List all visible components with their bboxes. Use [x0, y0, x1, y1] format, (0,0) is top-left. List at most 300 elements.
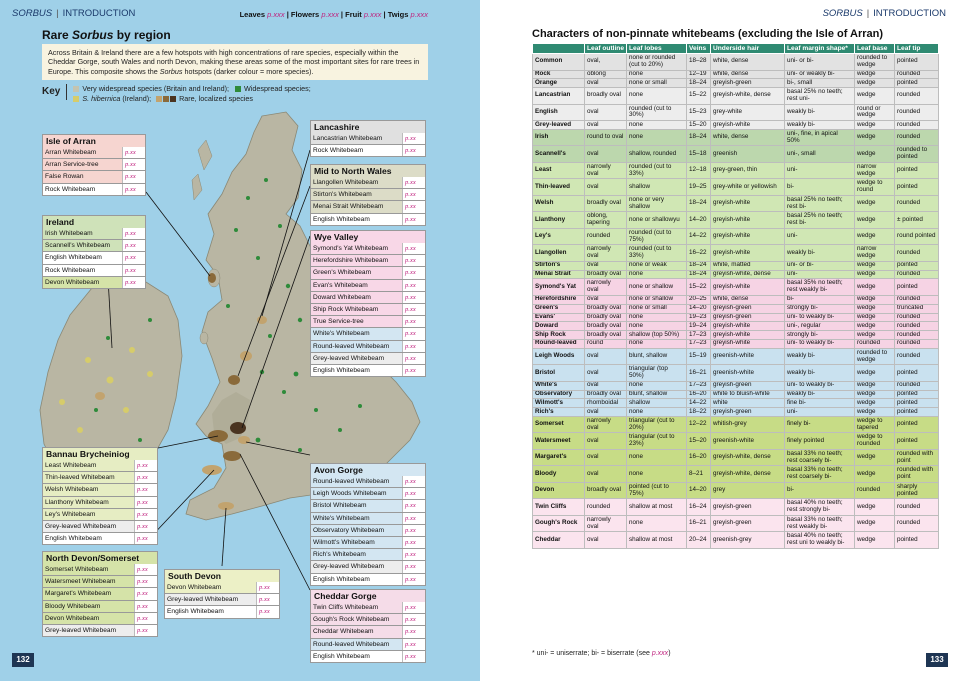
table-cell: broadly oval — [585, 313, 627, 322]
table-cell: 14–20 — [687, 304, 711, 313]
species-name-cell: Scannell's — [533, 146, 585, 163]
table-row — [533, 313, 939, 322]
table-row — [533, 331, 939, 340]
list-item[interactable]: Devon Whitebeam p.xx — [42, 277, 146, 289]
column-header: Leaf base — [855, 44, 895, 54]
table-cell: greenish-grey — [711, 532, 785, 549]
sections-bar: Leaves p.xxx | Flowers p.xxx | Fruit p.xxx | Twigs p.xxx — [239, 10, 428, 19]
table-row — [533, 532, 939, 549]
list-item[interactable]: Cheddar Whitebeam p.xx — [310, 626, 426, 638]
table-cell: wedge — [855, 228, 895, 245]
region-bannau-brycheiniog — [42, 447, 158, 545]
list-item[interactable]: Twin Cliffs Whitebeam p.xx — [310, 602, 426, 614]
region-title: Lancashire — [310, 120, 426, 133]
table-cell: round — [585, 339, 627, 348]
table-row — [533, 104, 939, 121]
table-cell: 14–20 — [687, 482, 711, 499]
table-cell: oval — [585, 261, 627, 270]
table-cell: weakly bi- — [785, 104, 855, 121]
list-item[interactable]: Devon Whitebeam p.xx — [164, 582, 280, 594]
species-name-cell: Grey-leaved — [533, 121, 585, 130]
table-row — [533, 121, 939, 130]
species-name-cell: Gough's Rock — [533, 515, 585, 532]
species-name-cell: Irish — [533, 129, 585, 146]
table-cell: greyish-green — [711, 79, 785, 88]
section-leaves[interactable]: Leaves p.xxx — [239, 10, 285, 19]
section-twigs[interactable]: Twigs p.xxx — [387, 10, 428, 19]
table-cell: bi- — [785, 295, 855, 304]
table-row — [533, 449, 939, 466]
list-item[interactable]: English Whitebeam p.xx — [42, 252, 146, 264]
list-item[interactable]: Thin-leaved Whitebeam p.xx — [42, 472, 158, 484]
table-cell: greyish-white — [711, 121, 785, 130]
species-name-cell: Green's — [533, 304, 585, 313]
column-header: Leaf margin shape* — [785, 44, 855, 54]
list-item[interactable]: Rock Whitebeam p.xx — [310, 145, 426, 157]
table-cell: rounded to pointed — [895, 146, 939, 163]
list-item[interactable]: Grey-leaved Whitebeam p.xx — [164, 594, 280, 606]
species-name-cell: Thin-leaved — [533, 179, 585, 196]
table-cell: 18–24 — [687, 261, 711, 270]
page-number-right: 133 — [926, 653, 948, 667]
list-item[interactable]: Rock Whitebeam p.xx — [42, 184, 146, 196]
list-item[interactable]: Herefordshire Whitebeam p.xx — [310, 255, 426, 267]
table-title: Characters of non-pinnate whitebeams (excluding the Isle of Arran) — [532, 28, 884, 40]
region-north-devon-somerset — [42, 551, 158, 637]
list-item[interactable]: Grey-leaved Whitebeam p.xx — [42, 625, 158, 637]
column-header: Leaf lobes — [627, 44, 687, 54]
table-row — [533, 365, 939, 382]
species-name-cell: Cheddar — [533, 532, 585, 549]
table-cell: wedge — [855, 129, 895, 146]
species-name-cell: Round-leaved — [533, 339, 585, 348]
list-item[interactable]: Stirton's Whitebeam p.xx — [310, 189, 426, 201]
list-item[interactable]: Welsh Whitebeam p.xx — [42, 484, 158, 496]
table-row — [533, 416, 939, 433]
table-cell: 14–22 — [687, 228, 711, 245]
list-item[interactable]: Arran Whitebeam p.xx — [42, 147, 146, 159]
list-item[interactable]: English Whitebeam p.xx — [164, 606, 280, 618]
table-cell: 17–23 — [687, 331, 711, 340]
table-cell: rounded (cut to 33%) — [627, 245, 687, 262]
table-cell: 15–20 — [687, 433, 711, 450]
table-cell: none or small — [627, 304, 687, 313]
table-cell: pointed — [895, 261, 939, 270]
table-cell: rounded — [585, 499, 627, 516]
table-cell: pointed — [895, 416, 939, 433]
table-cell: wedge — [855, 88, 895, 105]
table-cell: white, dense — [711, 129, 785, 146]
table-cell: shallow at most — [627, 532, 687, 549]
table-cell: broadly oval — [585, 304, 627, 313]
page-title: Rare Sorbus by region — [42, 28, 171, 42]
table-row — [533, 228, 939, 245]
list-item[interactable]: English Whitebeam p.xx — [310, 365, 426, 377]
list-item[interactable]: Rock Whitebeam p.xx — [42, 265, 146, 277]
table-row — [533, 295, 939, 304]
table-cell: grey-white or yellowish — [711, 179, 785, 196]
list-item[interactable]: English Whitebeam p.xx — [310, 214, 426, 226]
list-item[interactable]: English Whitebeam p.xx — [310, 651, 426, 663]
list-item[interactable]: Scannell's Whitebeam p.xx — [42, 240, 146, 252]
list-item[interactable]: Grey-leaved Whitebeam p.xx — [310, 353, 426, 365]
table-cell: 18–24 — [687, 195, 711, 212]
table-cell: none — [627, 322, 687, 331]
table-cell: grey-white — [711, 104, 785, 121]
list-item[interactable]: Gough's Rock Whitebeam p.xx — [310, 614, 426, 626]
table-cell: rounded — [895, 270, 939, 279]
table-cell: 18–24 — [687, 270, 711, 279]
region-avon-gorge — [310, 463, 426, 586]
table-cell: uni- — [785, 162, 855, 179]
table-cell: wedge — [855, 70, 895, 79]
table-cell: triangular (top 50%) — [627, 365, 687, 382]
table-row — [533, 466, 939, 483]
region-title: Ireland — [42, 215, 146, 228]
table-cell: 18–28 — [687, 54, 711, 71]
list-item[interactable]: Wilmott's Whitebeam p.xx — [310, 537, 426, 549]
running-head-left: SORBUS | INTRODUCTION — [12, 8, 136, 19]
table-cell: rounded — [895, 313, 939, 322]
list-item[interactable]: Grey-leaved Whitebeam p.xx — [42, 521, 158, 533]
table-cell: 16–21 — [687, 365, 711, 382]
table-cell: wedge — [855, 532, 895, 549]
table-cell: 16–20 — [687, 449, 711, 466]
table-cell: 16–20 — [687, 390, 711, 399]
column-header: Veins — [687, 44, 711, 54]
table-row — [533, 304, 939, 313]
table-cell: strongly bi- — [785, 331, 855, 340]
table-cell: none — [627, 449, 687, 466]
species-name-cell: Lancastrian — [533, 88, 585, 105]
table-cell: basal 40% no teeth; rest uni to weakly bi- — [785, 532, 855, 549]
rare-swatch-mid-icon — [163, 96, 169, 102]
table-cell: 8–21 — [687, 466, 711, 483]
table-cell: weakly bi- — [785, 365, 855, 382]
table-row — [533, 408, 939, 417]
list-item[interactable]: Evan's Whitebeam p.xx — [310, 280, 426, 292]
table-cell: rounded with point — [895, 449, 939, 466]
table-cell: oval — [585, 79, 627, 88]
table-cell: bi-, small — [785, 79, 855, 88]
table-cell: grey-green, thin — [711, 162, 785, 179]
table-cell: none or shallow — [627, 295, 687, 304]
table-cell: broadly oval — [585, 270, 627, 279]
table-cell: rounded — [895, 295, 939, 304]
table-cell: wedge — [855, 146, 895, 163]
list-item[interactable]: Menai Strait Whitebeam p.xx — [310, 201, 426, 213]
list-item[interactable]: Round-leaved Whitebeam p.xx — [310, 639, 426, 651]
table-cell: rounded — [895, 499, 939, 516]
table-cell: rounded (cut to 33%) — [627, 162, 687, 179]
table-cell: weakly bi- — [785, 348, 855, 365]
intro-paragraph: Across Britain & Ireland there are a few hotspots with high concentrations of rare species, especially within the Cheddar Gorge, south Wales and north Devon, making these areas some of the most important sites for rare trees in Europe. This composite shows the Sorbus hotspots (darker colour = more species). — [42, 44, 428, 80]
table-cell: wedge — [855, 322, 895, 331]
running-head-right: SORBUS | INTRODUCTION — [822, 8, 946, 19]
very-widespread-swatch-icon — [73, 86, 79, 92]
table-cell: 18–22 — [687, 408, 711, 417]
list-item[interactable]: Bloody Whitebeam p.xx — [42, 601, 158, 613]
table-cell: uni- — [785, 228, 855, 245]
list-item[interactable]: White's Whitebeam p.xx — [310, 328, 426, 340]
species-name-cell: Observatory — [533, 390, 585, 399]
table-cell: narrowly oval — [585, 279, 627, 296]
table-cell: none or small — [627, 79, 687, 88]
table-cell: uni- to weakly bi- — [785, 313, 855, 322]
table-row — [533, 279, 939, 296]
table-cell: wedge — [855, 381, 895, 390]
table-cell: 12–18 — [687, 162, 711, 179]
table-cell: none — [627, 121, 687, 130]
running-head-section: INTRODUCTION — [873, 8, 946, 19]
table-cell: oblong, tapering — [585, 212, 627, 229]
table-row — [533, 399, 939, 408]
table-cell: shallow at most — [627, 499, 687, 516]
table-cell: pointed — [895, 365, 939, 382]
table-cell: shallow (top 50%) — [627, 331, 687, 340]
column-header: Leaf outline — [585, 44, 627, 54]
table-cell: uni- or weakly bi- — [785, 70, 855, 79]
table-cell: none — [627, 313, 687, 322]
list-item[interactable]: Ship Rock Whitebeam p.xx — [310, 304, 426, 316]
table-cell: greyish-green — [711, 381, 785, 390]
table-cell: rounded — [855, 482, 895, 499]
table-cell: wedge — [855, 390, 895, 399]
table-cell: basal 33% no teeth; rest weakly bi- — [785, 515, 855, 532]
table-cell: greyish-white — [711, 331, 785, 340]
table-cell: basal 35% no teeth; rest weakly bi- — [785, 279, 855, 296]
species-name-cell: Margaret's — [533, 449, 585, 466]
table-cell: broadly oval — [585, 331, 627, 340]
section-flowers[interactable]: Flowers p.xxx — [290, 10, 339, 19]
section-fruit[interactable]: Fruit p.xxx — [345, 10, 382, 19]
table-cell: uni-, regular — [785, 322, 855, 331]
region-title: Avon Gorge — [310, 463, 426, 476]
list-item[interactable]: Round-leaved Whitebeam p.xx — [310, 341, 426, 353]
table-cell: basal 25% no teeth; rest bi- — [785, 195, 855, 212]
table-cell: 19–25 — [687, 179, 711, 196]
table-cell: uni- or bi- — [785, 261, 855, 270]
table-cell: rounded — [895, 70, 939, 79]
table-cell: narrowly oval — [585, 245, 627, 262]
table-cell: truncated — [895, 304, 939, 313]
table-cell: 12–22 — [687, 416, 711, 433]
table-cell: narrowly oval — [585, 515, 627, 532]
table-cell: bi- — [785, 482, 855, 499]
table-cell: broadly oval — [585, 482, 627, 499]
region-title: Mid to North Wales — [310, 164, 426, 177]
table-cell: oval — [585, 146, 627, 163]
hebrides — [192, 140, 212, 200]
table-cell: 19–23 — [687, 313, 711, 322]
species-name-cell: Llanthony — [533, 212, 585, 229]
table-row — [533, 70, 939, 79]
list-item[interactable]: Bristol Whitebeam p.xx — [310, 500, 426, 512]
list-item[interactable]: Least Whitebeam p.xx — [42, 460, 158, 472]
species-name-cell: Doward — [533, 322, 585, 331]
list-item[interactable]: Margaret's Whitebeam p.xx — [42, 588, 158, 600]
table-cell: wedge — [855, 408, 895, 417]
list-item[interactable]: Grey-leaved Whitebeam p.xx — [310, 561, 426, 573]
table-cell: white, dense — [711, 70, 785, 79]
table-row — [533, 245, 939, 262]
table-cell: pointed — [895, 54, 939, 71]
table-cell: 19–24 — [687, 322, 711, 331]
table-cell: round to oval — [585, 129, 627, 146]
table-cell: wedge — [855, 195, 895, 212]
species-name-cell: Bristol — [533, 365, 585, 382]
rare-swatch-light-icon — [156, 96, 162, 102]
table-cell: none — [627, 466, 687, 483]
table-cell: greyish-green — [711, 304, 785, 313]
list-item[interactable]: White's Whitebeam p.xx — [310, 513, 426, 525]
table-cell: none or shallow — [627, 279, 687, 296]
table-cell: oblong — [585, 70, 627, 79]
table-cell: wedge — [855, 499, 895, 516]
region-isle-of-arran — [42, 134, 146, 196]
table-cell: rounded — [895, 195, 939, 212]
table-cell: oval — [585, 179, 627, 196]
list-item[interactable]: Watersmeet Whitebeam p.xx — [42, 576, 158, 588]
table-row — [533, 515, 939, 532]
table-cell: greyish-white — [711, 195, 785, 212]
table-cell: pointed — [895, 79, 939, 88]
species-name-cell: Least — [533, 162, 585, 179]
table-cell: white, dense — [711, 54, 785, 71]
table-cell: greyish-white — [711, 339, 785, 348]
species-name-cell: Somerset — [533, 416, 585, 433]
list-item[interactable]: Somerset Whitebeam p.xx — [42, 564, 158, 576]
list-item[interactable]: Devon Whitebeam p.xx — [42, 613, 158, 625]
column-header: Underside hair — [711, 44, 785, 54]
table-cell: none — [627, 129, 687, 146]
table-cell: oval — [585, 433, 627, 450]
list-item[interactable]: English Whitebeam p.xx — [310, 574, 426, 586]
table-cell: wedge — [855, 261, 895, 270]
list-item[interactable]: Doward Whitebeam p.xx — [310, 292, 426, 304]
table-cell: rounded (cut to 30%) — [627, 104, 687, 121]
table-cell: wedge — [855, 466, 895, 483]
species-name-cell: Leigh Woods — [533, 348, 585, 365]
table-cell: rounded — [895, 515, 939, 532]
isle-of-man — [200, 332, 208, 344]
table-cell: 16–24 — [687, 499, 711, 516]
table-cell: weakly bi- — [785, 121, 855, 130]
table-cell: narrow wedge — [855, 245, 895, 262]
table-cell: 14–20 — [687, 212, 711, 229]
species-name-cell: Evans' — [533, 313, 585, 322]
table-cell: greyish-white — [711, 245, 785, 262]
list-item[interactable]: Rich's Whitebeam p.xx — [310, 549, 426, 561]
list-item[interactable]: Green's Whitebeam p.xx — [310, 267, 426, 279]
table-cell: white, dense — [711, 295, 785, 304]
table-cell: wedge to tapered — [855, 416, 895, 433]
table-cell: rounded — [895, 245, 939, 262]
species-name-cell: English — [533, 104, 585, 121]
table-row — [533, 322, 939, 331]
table-cell: weakly bi- — [785, 245, 855, 262]
table-cell: 15–18 — [687, 146, 711, 163]
table-cell: greenish-white — [711, 365, 785, 382]
table-cell: broadly oval — [585, 88, 627, 105]
table-cell: round or wedge — [855, 104, 895, 121]
table-cell: none — [627, 381, 687, 390]
table-cell: rounded — [855, 339, 895, 348]
species-name-cell: Twin Cliffs — [533, 499, 585, 516]
list-item[interactable]: Llangollen Whitebeam p.xx — [310, 177, 426, 189]
table-cell: rounded — [895, 121, 939, 130]
table-cell: triangular (cut to 20%) — [627, 416, 687, 433]
list-item[interactable]: English Whitebeam p.xx — [42, 533, 158, 545]
list-item[interactable]: Symond's Yat Whitebeam p.xx — [310, 243, 426, 255]
table-cell: rounded — [895, 381, 939, 390]
table-row — [533, 79, 939, 88]
table-cell: 16–22 — [687, 245, 711, 262]
table-cell: oval — [585, 408, 627, 417]
table-row — [533, 390, 939, 399]
table-cell: 16–21 — [687, 515, 711, 532]
species-name-cell: Rich's — [533, 408, 585, 417]
species-name-cell: Bloody — [533, 466, 585, 483]
species-name-cell: Menai Strait — [533, 270, 585, 279]
table-cell: wedge — [855, 399, 895, 408]
table-cell: none or rounded (cut to 20%) — [627, 54, 687, 71]
table-cell: finely pointed — [785, 433, 855, 450]
map-key: Key Very widespread species (Britain and Ireland); Widespread species; S. hibernica (Ireland); Rare, localized species — [42, 84, 311, 103]
table-cell: pointed — [895, 532, 939, 549]
table-row — [533, 195, 939, 212]
list-item[interactable]: True Service-tree p.xx — [310, 316, 426, 328]
table-cell: pointed — [895, 279, 939, 296]
table-cell: bi- — [785, 179, 855, 196]
species-name-cell: Rock — [533, 70, 585, 79]
region-title: Cheddar Gorge — [310, 589, 426, 602]
table-cell: oval — [585, 381, 627, 390]
table-row — [533, 129, 939, 146]
table-cell: uni- — [785, 408, 855, 417]
table-row — [533, 179, 939, 196]
table-row — [533, 499, 939, 516]
list-item[interactable]: Round-leaved Whitebeam p.xx — [310, 476, 426, 488]
list-item[interactable]: Lancastrian Whitebeam p.xx — [310, 133, 426, 145]
list-item[interactable]: Leigh Woods Whitebeam p.xx — [310, 488, 426, 500]
table-cell: rounded to wedge — [855, 348, 895, 365]
list-item[interactable]: Llanthony Whitebeam p.xx — [42, 497, 158, 509]
list-item[interactable]: Irish Whitebeam p.xx — [42, 228, 146, 240]
table-cell: uni- to weakly bi- — [785, 381, 855, 390]
table-cell: wedge — [855, 365, 895, 382]
table-cell: pointed — [895, 433, 939, 450]
list-item[interactable]: Ley's Whitebeam p.xx — [42, 509, 158, 521]
table-cell: 15–22 — [687, 88, 711, 105]
widespread-swatch-icon — [235, 86, 241, 92]
table-cell: fine bi- — [785, 399, 855, 408]
region-mid-north-wales — [310, 164, 426, 226]
species-name-cell: Symond's Yat — [533, 279, 585, 296]
table-cell: 14–22 — [687, 399, 711, 408]
list-item[interactable]: False Rowan p.xx — [42, 171, 146, 183]
table-cell: grey — [711, 482, 785, 499]
list-item[interactable]: Observatory Whitebeam p.xx — [310, 525, 426, 537]
region-ireland — [42, 215, 146, 289]
table-cell: greenish-white — [711, 433, 785, 450]
list-item[interactable]: Arran Service-tree p.xx — [42, 159, 146, 171]
table-cell: wedge — [855, 515, 895, 532]
table-cell: finely bi- — [785, 416, 855, 433]
table-row — [533, 433, 939, 450]
table-header — [533, 44, 939, 54]
species-name-cell: Watersmeet — [533, 433, 585, 450]
